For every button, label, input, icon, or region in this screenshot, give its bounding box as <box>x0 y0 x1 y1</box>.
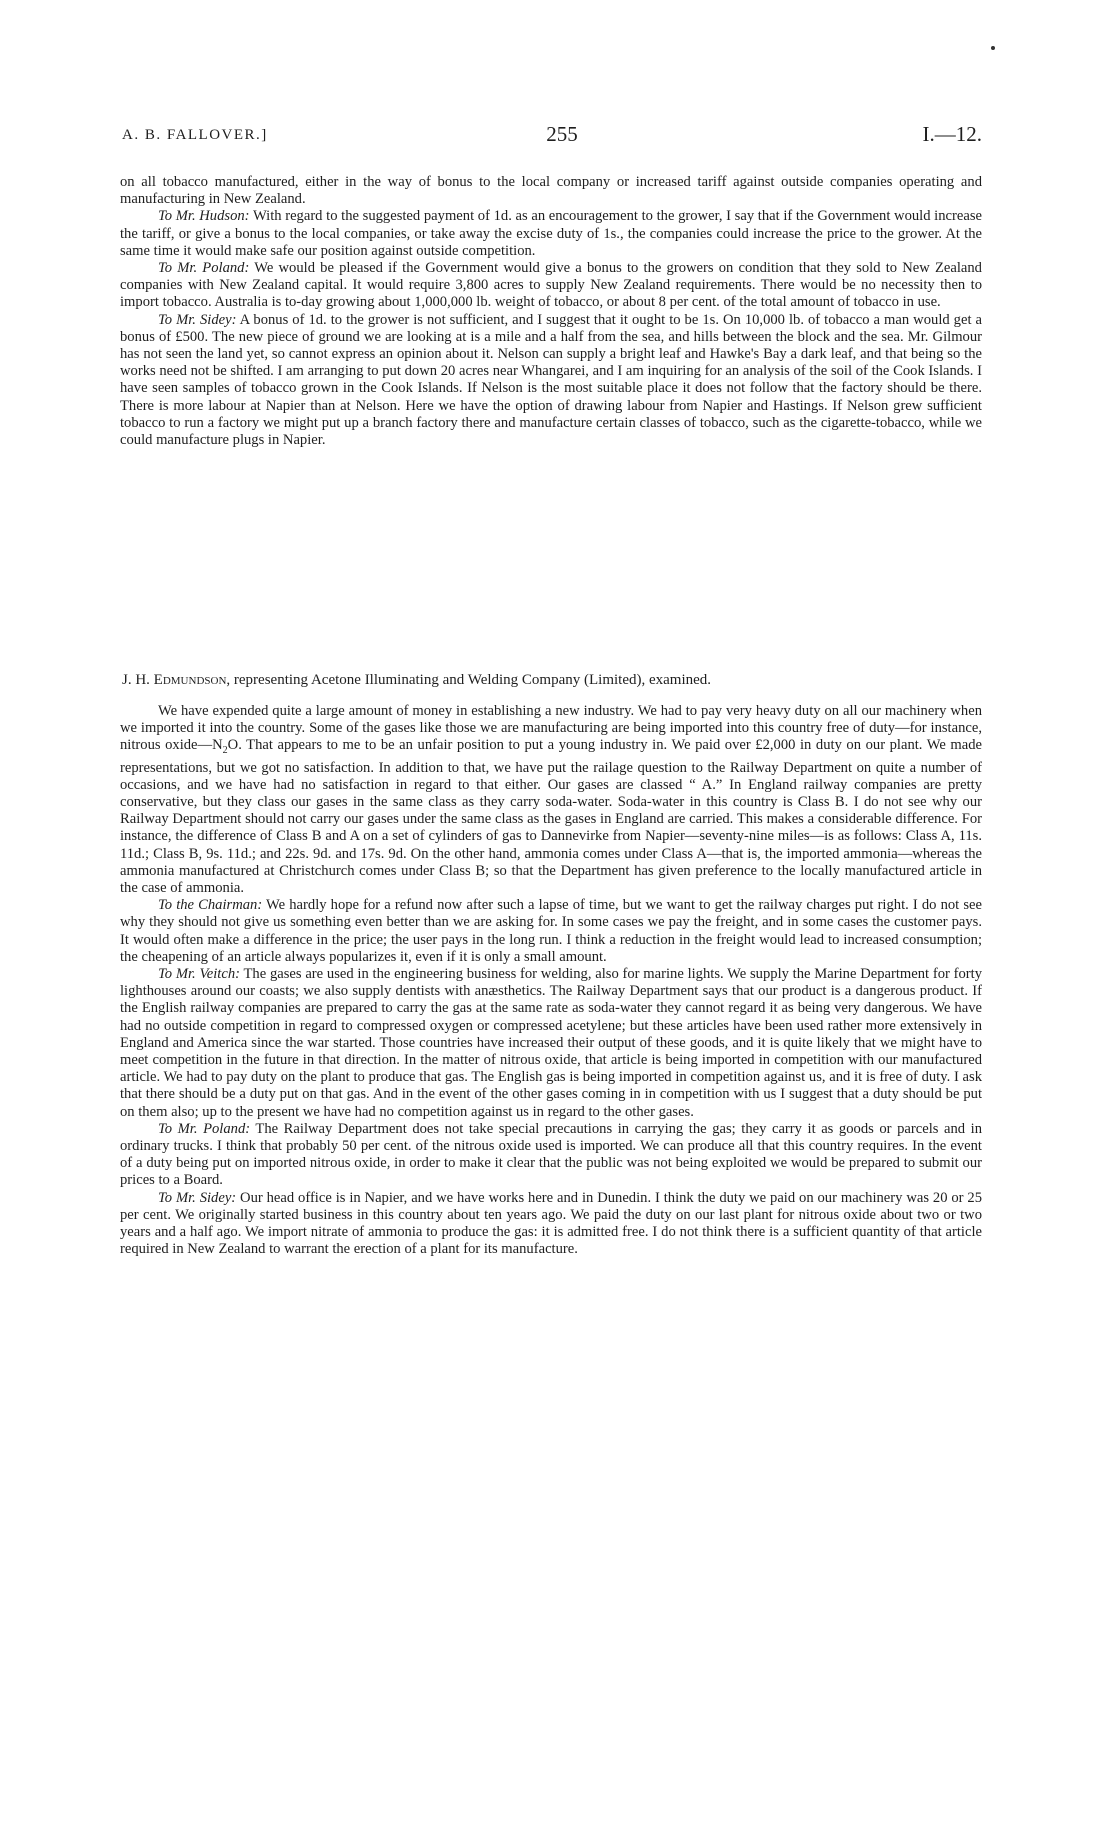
questioner: To Mr. Veitch: <box>158 965 240 982</box>
witness-description: , representing Acetone Illuminating and Welding Company (Limited), examined. <box>226 672 712 688</box>
paragraph-text: The Railway Department does not take special precautions in carrying the gas; they carry it as goods or parcels and in ordinary trucks. I think that probably 50 per cent. of the nitrous oxide used is imported. We can produce all that this country requires. In the event of a duty being put on imported nitrous oxide, in order to make it clear that the public was not being exploited we would be prepared to submit our prices to a Board. <box>120 1120 982 1189</box>
header-paper-reference: I.—12. <box>922 122 982 146</box>
paragraph <box>120 174 982 208</box>
paragraph-text: O. That appears to me to be an unfair position to put a young industry in. We paid over £2,000 in duty on our plant. We made representations, but we got no satisfaction. In addition to that, we have put the railage question to the Railway Department on quite a number of occasions, and we have had no satisfaction in regard to that either. Our gases are classed “ A.” In England railway companies are pretty conservative, but they class our gases in the same class as they carry soda-water. Soda-water in this country is Class B. I do not see why our Railway Department should not carry our gases under the same class as the gases in England are carried. This makes a considerable difference. For instance, the difference of Class B and A on a set of cylinders of gas to Dannevirke from Napier—seventy-nine miles—is as follows: Class A, 11s. 11d.; Class B, 9s. 11d.; and 22s. 9d. and 17s. 9d. On the other hand, ammonia comes under Class A—that is, the imported ammonia—whereas the ammonia manufactured at Christchurch comes under Class B; so that the Department has given preference to the locally manufactured article in the case of ammonia. <box>120 737 982 896</box>
questioner: To Mr. Sidey: <box>158 311 237 328</box>
paragraph-text: on all tobacco manufactured, either in the way of bonus to the local company or increased tariff against outside companies operating and manufacturing in New Zealand. <box>120 174 982 208</box>
paragraph-text: We have expended quite a large amount of money in establishing a new industry. We had to pay very heavy duty on all our machinery when we imported it into the country. Some of the gases like those we are manufacturing are being imported into this country free of duty—for instance, nitrous oxide—N <box>120 703 982 754</box>
header-witness-name: A. B. FALLOVER.] <box>122 127 268 143</box>
section-edmundson-evidence <box>120 703 982 1258</box>
paragraph <box>120 966 982 1121</box>
questioner: To Mr. Poland: <box>158 1120 251 1137</box>
witness-surname: Edmundson <box>153 672 227 688</box>
paragraph-text: We would be pleased if the Government would give a bonus to the growers on condition that they sold to New Zealand companies with New Zealand capital. It would require 3,800 acres to supply New Zealand requirements. There would be no necessity then to import tobacco. Australia is to-day growing about 1,000,000 lb. weight of tobacco, or about 8 per cent. of the total amount of tobacco in use. <box>120 260 982 311</box>
paragraph <box>120 897 982 966</box>
paragraph <box>120 208 982 260</box>
page-number: 255 <box>546 122 578 146</box>
section-tobacco-evidence <box>120 174 982 449</box>
paragraph-text: The gases are used in the engineering business for welding, also for marine lights. We supply the Marine Department for forty lighthouses around our coasts; we also supply dentists with anæsthetics. The Railway Department says that our product is a dangerous product. If the English railway companies are prepared to carry the gas at the same rate as soda-water they cannot regard it as being very dangerous. We have had no outside competition in regard to compressed oxygen or compressed acetylene; but these articles have been used rather more extensively in England and America since the war started. Those countries have increased their output of these goods, and it is quite likely that we might have to meet competition in the future in that direction. In the matter of nitrous oxide, that article is being imported in competition with our manufactured article. We had to pay duty on the plant to produce that gas. The English gas is being imported in competition against us, and it is free of duty. I ask that there should be a duty put on that gas. And in the event of the other gases coming in in competition with us I suggest that a duty should be put on them also; up to the present we have had no competition against us in regard to the other gases. <box>120 965 982 1120</box>
paragraph-text: With regard to the suggested payment of 1d. as an encouragement to the grower, I say that if the Government would increase the tariff, or give a bonus to the local companies, or take away the excise duty of 1s., the companies could increase the price to the grower. At the same time it would make safe our position against outside competition. <box>120 208 982 259</box>
questioner: To Mr. Hudson: <box>158 208 250 225</box>
paragraph <box>120 1190 982 1259</box>
paragraph-text: We hardly hope for a refund now after such a lapse of time, but we want to get the railway charges put right. I do not see why they should not give us something even better than we are asking for. In some cases we pay the freight, and in some cases the customer pays. It would often make a difference in the price; the user pays in the long run. I think a reduction in the freight would lead to increased consumption; the cheapening of an article always popularizes it, even if it is only a small amount. <box>120 897 982 965</box>
witness-initials: J. H. <box>122 672 154 688</box>
paragraph-text: Our head office is in Napier, and we have works here and in Dunedin. I think the duty we paid on our machinery was 20 or 25 per cent. We originally started business in this country about ten years ago. We paid the duty on our last plant for nitrous oxide about two or two years and a half ago. We import nitrate of ammonia to produce the gas: it is admitted free. I do not think there is a sufficient quantity of that article required in New Zealand to warrant the erection of a plant for its manufacture. <box>120 1189 982 1258</box>
scan-speck <box>991 46 995 50</box>
paragraph <box>120 703 982 897</box>
questioner: To the Chairman: <box>158 897 263 914</box>
questioner: To Mr. Sidey: <box>158 1189 237 1206</box>
paragraph <box>120 312 982 450</box>
subscript: 2 <box>222 745 228 757</box>
witness-heading <box>122 671 984 689</box>
page-header <box>122 122 982 152</box>
questioner: To Mr. Poland: <box>158 260 250 277</box>
paragraph <box>120 260 982 312</box>
paragraph-text: A bonus of 1d. to the grower is not sufficient, and I suggest that it ought to be 1s. On 10,000 lb. of tobacco a man would get a bonus of £500. The new piece of ground we are looking at is a mile and a half from the sea, and hills between the block and the sea. Mr. Gilmour has not seen the land yet, so cannot express an opinion about it. Nelson can supply a bright leaf and Hawke's Bay a dark leaf, and that being so the works need not be shifted. I am arranging to put down 20 acres near Whangarei, and I am inquiring for an analysis of the soil of the Cook Islands. I have seen samples of tobacco grown in the Cook Islands. If Nelson is the most suitable place it does not follow that the factory should be there. There is more labour at Napier than at Nelson. Here we have the option of drawing labour from Napier and Hastings. If Nelson grew sufficient tobacco to run a factory we might put up a branch factory there and manufacture certain classes of tobacco, such as the cigarette-tobacco, while we could manufacture plugs in Napier. <box>120 311 983 449</box>
paragraph <box>120 1121 982 1190</box>
